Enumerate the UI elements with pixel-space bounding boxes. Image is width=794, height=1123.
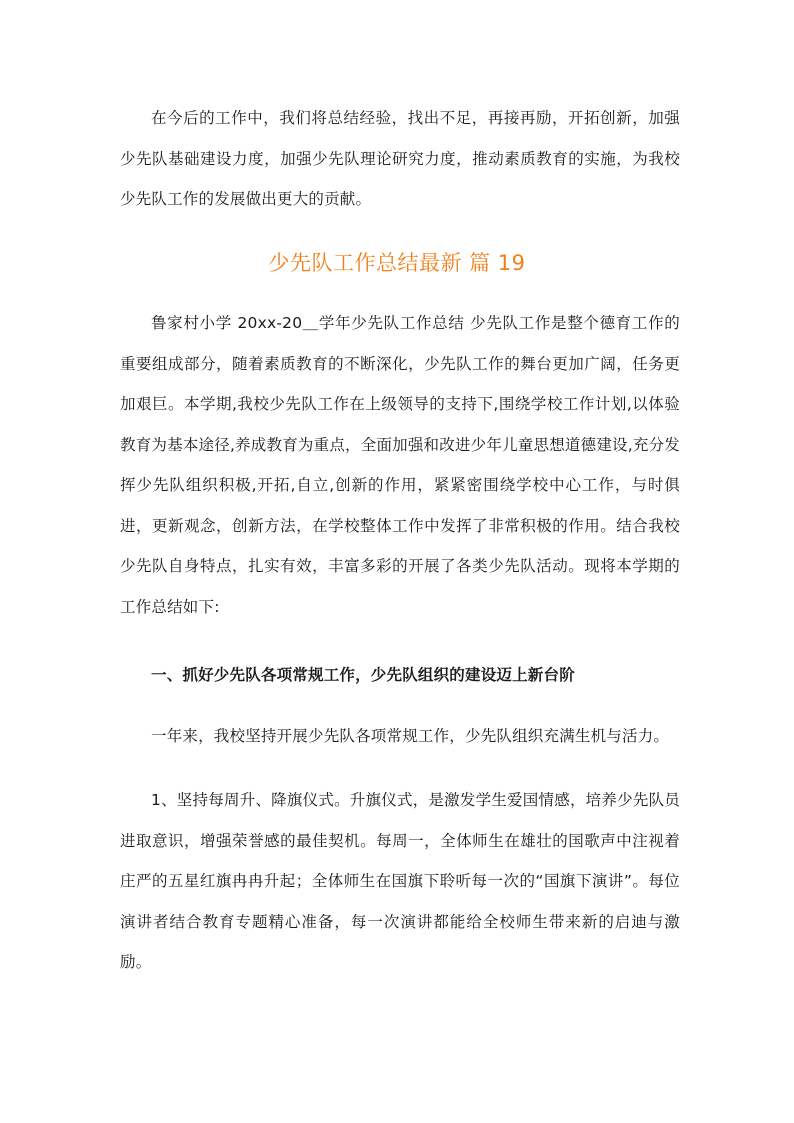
section-title: 少先队工作总结最新 篇 19 <box>268 251 526 275</box>
paragraph-conclusion: 在今后的工作中，我们将总结经验，找出不足，再接再励，开拓创新，加强少先队基础建设力度，加强少先队理论研究力度，推动素质教育的实施，为我校少先队工作的发展做出更大的贡献。 <box>120 109 680 208</box>
paragraph-routine: 一年来，我校坚持开展少先队各项常规工作，少先队组织充满生机与活力。 <box>151 727 670 745</box>
paragraph-intro: 鲁家村小学 20xx-20＿学年少先队工作总结 少先队工作是整个德育工作的重要组成部分，随着素质教育的不断深化，少先队工作的舞台更加广阔，任务更加艰巨。本学期,我校少先队工作在上级领导的支持下,围绕学校工作计划,以体验教育为基本途径,养成教育为重点，全面加强和改进少年儿童思想道德建设,充分发挥少先队组织积极,开拓,自立,创新的作用，紧紧密围绕学校中心工作，与时俱进，更新观念，创新方法，在学校整体工作中发挥了非常积极的作用。结合我校少先队自身特点，扎实有效，丰富多彩的开展了各类少先队活动。现将本学期的工作总结如下: <box>120 314 680 616</box>
section-heading-1: 一、抓好少先队各项常规工作，少先队组织的建设迈上新台阶 <box>151 666 575 684</box>
paragraph-flag-ceremony: 1、坚持每周升、降旗仪式。升旗仪式，是激发学生爱国情感，培养少先队员进取意识，增强荣誉感的最佳契机。每周一，全体师生在雄壮的国歌声中注视着庄严的五星红旗冉冉升起；全体师生在国旗下聆听每一次的“国旗下演讲”。每位演讲者结合教育专题精心准备，每一次演讲都能给全校师生带来新的启迪与激励。 <box>120 791 680 971</box>
